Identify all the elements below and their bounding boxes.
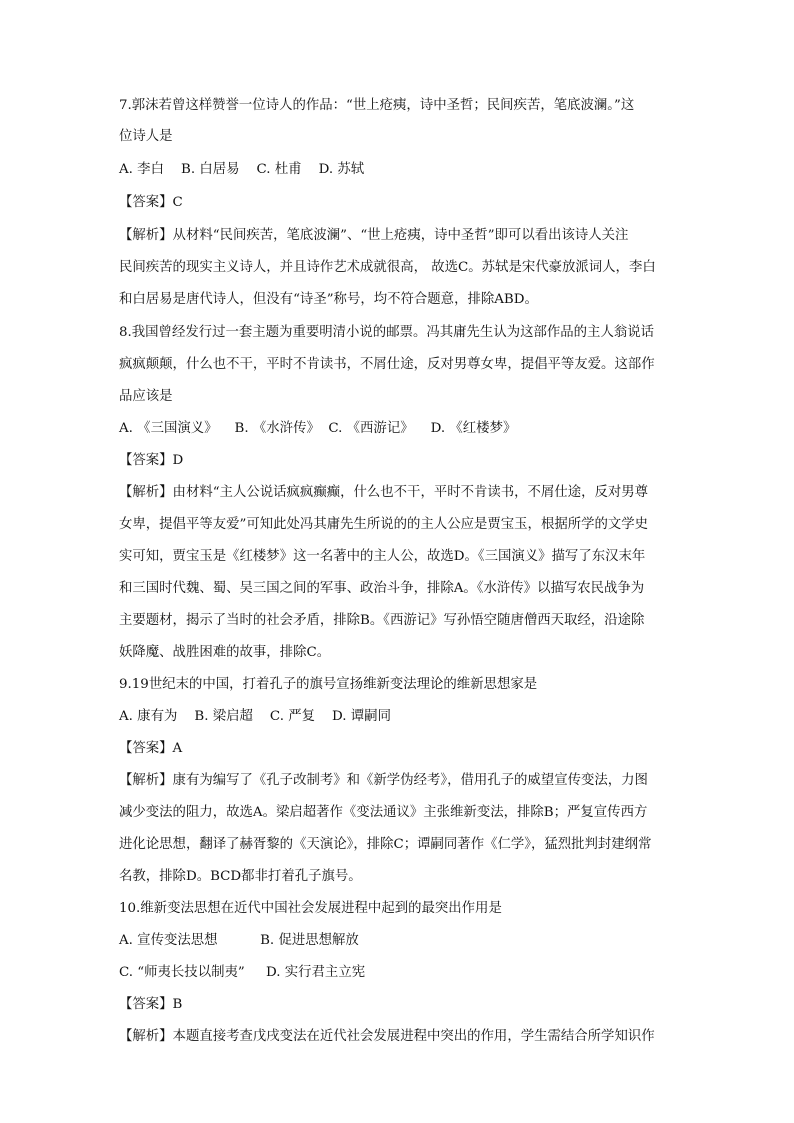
question-9-analysis: 减少变法的阻力，故选A。梁启超著作《变法通议》主张维新变法，排除B；严复宣传西方 — [119, 805, 648, 820]
question-9-analysis: 进化论思想，翻译了赫胥黎的《天演论》，排除C；谭嗣同著作《仁学》，猛烈批判封建纲常 — [119, 837, 652, 852]
question-8-answer: 【答案】D — [119, 453, 184, 468]
question-8-options: A. 《三国演义》 B. 《水浒传》 C. 《西游记》 D. 《红楼梦》 — [119, 421, 517, 436]
question-7-analysis: 和白居易是唐代诗人，但没有“诗圣”称号，均不符合题意，排除ABD。 — [119, 292, 538, 307]
question-7-analysis: 民间疾苦的现实主义诗人，并且诗作艺术成就很高， 故选C。苏轼是宋代豪放派词人，李白 — [119, 260, 656, 275]
question-7-stem-cont: 位诗人是 — [119, 129, 173, 144]
question-9-options: A. 康有为 B. 梁启超 C. 严复 D. 谭嗣同 — [119, 709, 391, 724]
question-8-stem-cont: 疯疯颠颠，什么也不干，平时不肯读书，不屑仕途，反对男尊女卑，提倡平等友爱。这部作 — [119, 357, 655, 372]
question-7-stem: 7.郭沫若曾这样赞誉一位诗人的作品：“世上疮痍，诗中圣哲；民间疾苦，笔底波澜。”这 — [119, 98, 635, 113]
question-7-answer: 【答案】C — [119, 195, 183, 210]
question-10-analysis: 【解析】本题直接考查戊戌变法在近代社会发展进程中突出的作用，学生需结合所学知识作 — [119, 1029, 655, 1044]
question-9-answer: 【答案】A — [119, 741, 183, 756]
question-10-options-ab: A. 宣传变法思想 B. 促进思想解放 — [119, 933, 359, 948]
question-7-analysis: 【解析】从材料“民间疾苦，笔底波澜”、“世上疮痍，诗中圣哲”即可以看出该诗人关注 — [119, 228, 629, 243]
question-8-analysis: 女卑，提倡平等友爱”可知此处冯其庸先生所说的的主人公应是贾宝玉，根据所学的文学史 — [119, 517, 649, 532]
question-10-stem: 10.维新变法思想在近代中国社会发展进程中起到的最突出作用是 — [119, 901, 502, 916]
question-10-options-cd: C. “师夷长技以制夷” D. 实行君主立宪 — [119, 965, 366, 980]
question-9-analysis: 【解析】康有为编写了《孔子改制考》和《新学伪经考》，借用孔子的威望宣传变法，力图 — [119, 773, 648, 788]
question-7-options: A. 李白 B. 白居易 C. 杜甫 D. 苏轼 — [119, 162, 365, 177]
question-8-stem-cont: 品应该是 — [119, 389, 173, 404]
question-8-analysis: 妖降魔、战胜困难的故事，排除C。 — [119, 645, 331, 660]
question-8-stem: 8.我国曾经发行过一套主题为重要明清小说的邮票。冯其庸先生认为这部作品的主人翁说话 — [119, 325, 655, 340]
question-8-analysis: 实可知，贾宝玉是《红楼梦》这一名著中的主人公，故选D。《三国演义》描写了东汉末年 — [119, 549, 646, 564]
question-9-stem: 9.19世纪末的中国，打着孔子的旗号宣扬维新变法理论的维新思想家是 — [119, 677, 538, 692]
question-8-analysis: 【解析】由材料“主人公说话疯疯癫癫，什么也不干，平时不肯读书，不屑仕途，反对男尊 — [119, 485, 649, 500]
question-9-analysis: 名教，排除D。BCD都非打着孔子旗号。 — [119, 869, 362, 884]
question-8-analysis: 和三国时代魏、蜀、吴三国之间的军事、政治斗争，排除A。《水浒传》以描写农民战争为 — [119, 581, 645, 596]
question-8-analysis: 主要题材，揭示了当时的社会矛盾，排除B。《西游记》写孙悟空随唐僧西天取经，沿途除 — [119, 613, 645, 628]
question-10-answer: 【答案】B — [119, 997, 183, 1012]
